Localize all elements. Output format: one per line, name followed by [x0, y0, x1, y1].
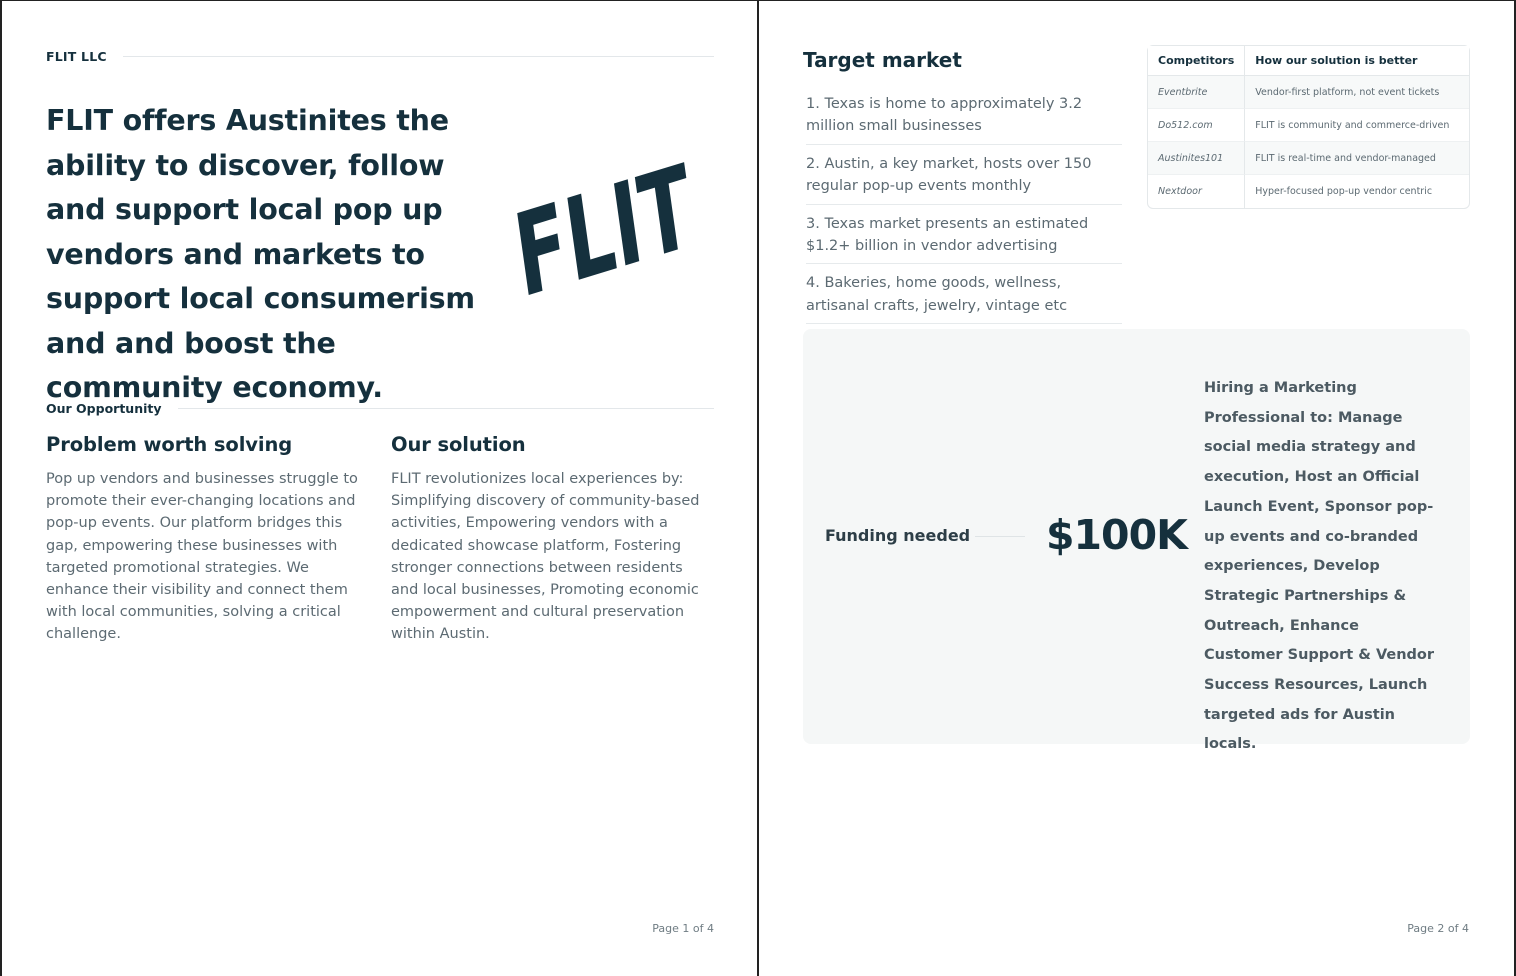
table-header-row — [1148, 46, 1469, 76]
page-number: Page 2 of 4 — [1407, 922, 1469, 935]
opportunity-divider — [178, 408, 715, 409]
page-number: Page 1 of 4 — [652, 922, 714, 935]
competitor-advantage: Vendor-first platform, not event tickets — [1245, 76, 1469, 109]
funding-label: Funding needed — [825, 526, 971, 545]
list-item: 1. Texas is home to approximately 3.2 million small businesses — [806, 89, 1122, 145]
list-item: 4. Bakeries, home goods, wellness, artisanal crafts, jewelry, vintage etc — [806, 268, 1122, 324]
page-2 — [757, 0, 1516, 976]
company-header — [46, 49, 714, 64]
competitors-table — [1147, 45, 1470, 209]
solution-section — [391, 433, 711, 646]
flit-logo — [507, 114, 781, 324]
table-row — [1148, 142, 1469, 175]
competitor-name: Do512.com — [1148, 109, 1245, 142]
competitor-name: Eventbrite — [1148, 76, 1245, 109]
list-item: 2. Austin, a key market, hosts over 150 regular pop-up events monthly — [806, 149, 1122, 205]
solution-body: FLIT revolutionizes local experiences by: Simplifying discovery of community-based activities, Empowering vendors with a dedicated showcase platform, Fostering stronger connections between residents and local businesses, Promoting economic empowerment and cultural preservation within Austin. — [391, 471, 700, 643]
flit-logo-text: FLIT — [507, 114, 781, 324]
competitor-advantage: FLIT is real-time and vendor-managed — [1245, 142, 1469, 175]
solution-title: Our solution — [391, 433, 526, 456]
funding-description: Hiring a Marketing Professional to: Manage social media strategy and execution, Host an Official Launch Event, Sponsor pop-up events and co-branded experiences, Develop Strategic Partnerships & Outreach, Enhance Customer Support & Vendor Success Resources, Launch targeted ads for Austin locals. — [1204, 380, 1435, 753]
opportunity-header — [46, 401, 714, 416]
funding-amount: $100K — [1046, 511, 1187, 559]
column-header: How our solution is better — [1245, 46, 1469, 76]
company-name: FLIT LLC — [46, 49, 107, 64]
funding-panel — [803, 329, 1470, 753]
target-market-title: Target market — [803, 48, 962, 72]
table-row — [1148, 109, 1469, 142]
problem-section — [46, 433, 368, 646]
headline: FLIT offers Austinites the ability to discover, follow and support local pop up vendors and markets to support local consumerism and and boost the community economy. — [46, 104, 475, 404]
table-row — [1148, 175, 1469, 208]
target-market-list — [806, 89, 1122, 328]
funding-divider — [975, 536, 1025, 537]
competitor-advantage: FLIT is community and commerce-driven — [1245, 109, 1469, 142]
header-divider — [123, 56, 714, 57]
opportunity-label: Our Opportunity — [46, 401, 162, 416]
problem-title: Problem worth solving — [46, 433, 293, 456]
list-item: 3. Texas market presents an estimated $1.2+ billion in vendor advertising — [806, 209, 1122, 265]
table-row — [1148, 76, 1469, 109]
problem-body: Pop up vendors and businesses struggle to promote their ever-changing locations and pop-up events. Our platform bridges this gap, empowering these businesses with targeted promotional strategies. We enhance their visibility and connect them with local communities, solving a critical challenge. — [46, 471, 358, 643]
competitor-name: Nextdoor — [1148, 175, 1245, 208]
competitor-name: Austinites101 — [1148, 142, 1245, 175]
competitor-advantage: Hyper-focused pop-up vendor centric — [1255, 186, 1433, 197]
column-header: Competitors — [1148, 46, 1245, 76]
